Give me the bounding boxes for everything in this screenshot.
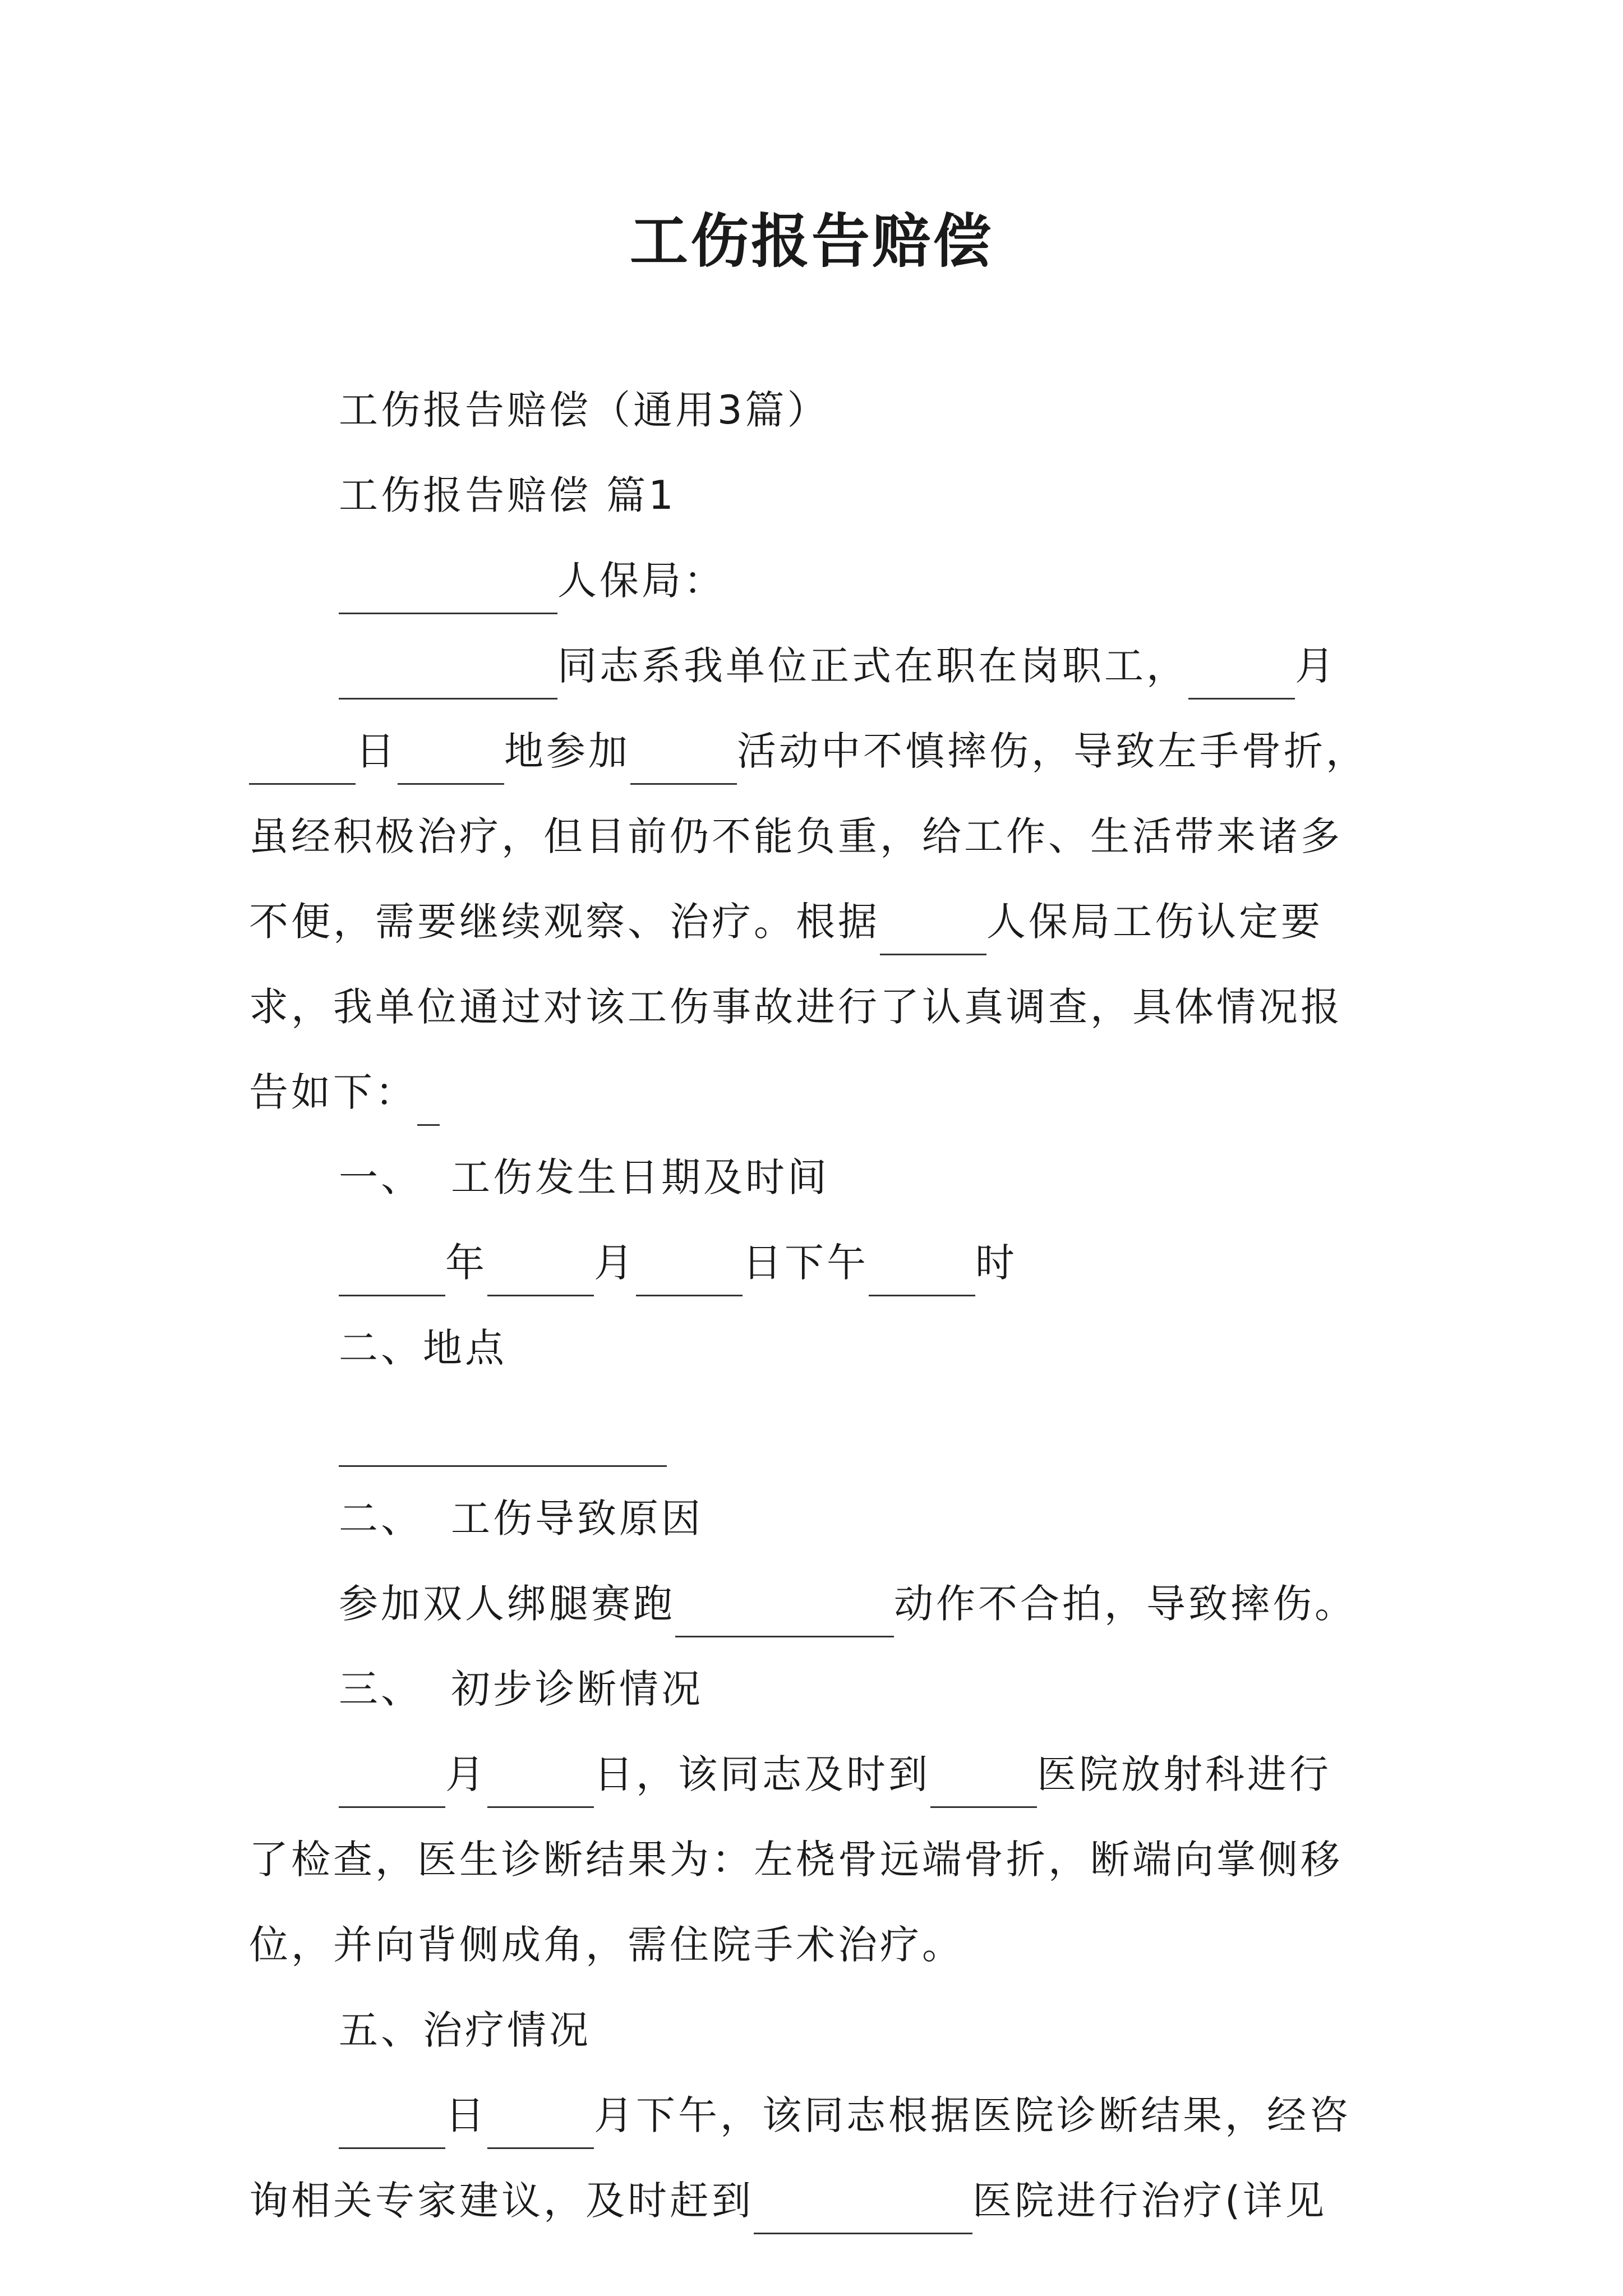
subtitle-line [249, 367, 1415, 453]
section-title: 二、地点 [339, 1325, 507, 1371]
paragraph-line [249, 1561, 1415, 1646]
paragraph-text: 月下午，该同志根据医院诊断结果，经咨 [594, 2092, 1351, 2138]
blank-field [487, 2128, 594, 2129]
paragraph-line [249, 794, 1415, 879]
paragraph-text: 位，并向背侧成角，需住院手术治疗。 [249, 1922, 964, 1968]
blank-field [630, 764, 737, 765]
addressee-text: 人保局： [557, 558, 726, 604]
paragraph-text: 询相关专家建议，及时赶到 [249, 2178, 754, 2224]
document-title: 工伤报告赔偿 [629, 206, 993, 275]
blank-field [930, 1787, 1037, 1788]
paragraph-text: 日 [356, 728, 398, 774]
paragraph-text: 地参加 [504, 728, 630, 774]
blank-field [339, 1787, 445, 1788]
section-heading [249, 1135, 1415, 1220]
date-time-line [249, 1220, 1415, 1305]
paragraph-text: 虽经积极治疗，但目前仍不能负重，给工作、生活带来诸多 [249, 813, 1343, 859]
paragraph-text: 月 [445, 1751, 487, 1797]
paragraph-line [249, 623, 1415, 708]
paragraph-text: 日 [445, 2092, 487, 2138]
paragraph-text: 活动中不慎摔伤，导致左手骨折， [737, 728, 1368, 774]
paragraph-line [249, 1050, 1415, 1135]
document-subtitle: 工伤报告赔偿（通用3篇） [339, 387, 829, 433]
blank-field [339, 593, 557, 594]
paragraph-line [249, 964, 1415, 1050]
part-heading-line [249, 453, 1415, 538]
paragraph-text: 告如下： [249, 1069, 417, 1115]
section-number: 三、 [339, 1666, 423, 1712]
paragraph-line [249, 1817, 1415, 1902]
paragraph-text: 月 [594, 1240, 636, 1286]
paragraph-text: 医院进行治疗(详见 [972, 2178, 1327, 2224]
section-heading [249, 1476, 1415, 1561]
blank-field [487, 1787, 594, 1788]
paragraph-text: 同志系我单位正式在职在岗职工， [557, 643, 1188, 689]
paragraph-line [249, 2158, 1415, 2243]
section-heading [249, 1646, 1415, 1732]
section-title: 五、治疗情况 [339, 2007, 591, 2053]
paragraph-text: 时 [975, 1240, 1017, 1286]
paragraph-line [249, 2073, 1415, 2158]
section-heading [249, 1305, 1415, 1391]
part-heading: 工伤报告赔偿 篇1 [339, 472, 676, 518]
blank-field [339, 1446, 667, 1447]
paragraph-text: 求，我单位通过对该工伤事故进行了认真调查，具体情况报 [249, 984, 1343, 1030]
paragraph-text: 动作不合拍，导致摔伤。 [894, 1581, 1357, 1627]
blank-field [249, 764, 356, 765]
paragraph-text: 日，该同志及时到 [594, 1751, 930, 1797]
paragraph-text: 参加双人绑腿赛跑 [339, 1581, 675, 1627]
blank-field [339, 2128, 445, 2129]
location-line [249, 1391, 1415, 1476]
paragraph-text: 医院放射科进行 [1037, 1751, 1331, 1797]
document-body [249, 367, 1415, 2243]
section-title: 工伤导致原因 [451, 1496, 703, 1542]
section-number: 一、 [339, 1154, 423, 1200]
section-number: 二、 [339, 1496, 423, 1542]
paragraph-text: 年 [445, 1240, 487, 1286]
paragraph-line [249, 1902, 1415, 1987]
paragraph-line [249, 1732, 1415, 1817]
paragraph-line [249, 708, 1415, 794]
addressee-line [249, 538, 1415, 623]
paragraph-text: 人保局工伤认定要 [986, 899, 1323, 945]
blank-field [398, 764, 504, 765]
paragraph-text: 月 [1295, 643, 1337, 689]
section-title: 工伤发生日期及时间 [451, 1154, 829, 1200]
paragraph-text: 了检查，医生诊断结果为：左桡骨远端骨折，断端向掌侧移 [249, 1837, 1343, 1883]
section-heading [249, 1987, 1415, 2073]
section-title: 初步诊断情况 [451, 1666, 703, 1712]
blank-field [417, 1105, 440, 1106]
paragraph-text: 日下午 [743, 1240, 869, 1286]
paragraph-text: 不便，需要继续观察、治疗。根据 [249, 899, 880, 945]
paragraph-line [249, 879, 1415, 964]
